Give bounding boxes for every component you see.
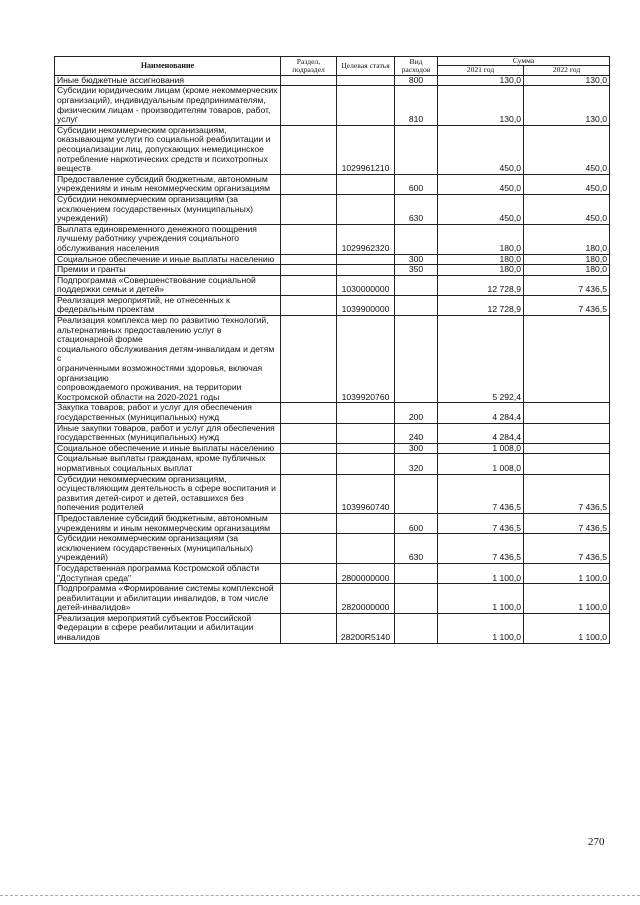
row-amount-2022: 450,0 xyxy=(524,194,610,224)
row-amount-2021: 4 284,4 xyxy=(438,403,524,423)
row-expense-type xyxy=(395,563,438,583)
row-target-code: 1039960740 xyxy=(337,474,395,513)
row-amount-2022: 130,0 xyxy=(524,75,610,86)
row-section xyxy=(281,295,337,315)
table-row xyxy=(55,295,610,315)
row-name: Закупка товаров, работ и услуг для обеспечения государственных (муниципальных) нужд xyxy=(55,403,281,423)
row-expense-type xyxy=(395,275,438,295)
row-name: Иные бюджетные ассигнования xyxy=(55,75,281,86)
row-amount-2021: 1 008,0 xyxy=(438,454,524,474)
row-section xyxy=(281,443,337,454)
row-name: Реализация мероприятий субъектов Российской Федерации в сфере реабилитации и абилитации инвалидов xyxy=(55,613,281,643)
page-number: 270 xyxy=(588,836,605,848)
row-expense-type xyxy=(395,295,438,315)
row-expense-type: 300 xyxy=(395,254,438,265)
row-amount-2022: 180,0 xyxy=(524,224,610,254)
row-section xyxy=(281,474,337,513)
row-section xyxy=(281,224,337,254)
row-target-code xyxy=(337,86,395,125)
row-name: Субсидии некоммерческим организациям (за исключением государственных (муниципальных) учреждений) xyxy=(55,194,281,224)
row-amount-2021: 12 728,9 xyxy=(438,275,524,295)
row-target-code: 1039920760 xyxy=(337,316,395,403)
header-section: Раздел, подраздел xyxy=(281,57,337,76)
row-amount-2022: 130,0 xyxy=(524,86,610,125)
footer-divider xyxy=(0,895,640,896)
row-target-code xyxy=(337,513,395,533)
row-expense-type: 320 xyxy=(395,454,438,474)
row-amount-2021: 450,0 xyxy=(438,194,524,224)
row-target-code: 1029962320 xyxy=(337,224,395,254)
row-name: Предоставление субсидий бюджетным, автономным учреждениям и иным некоммерческим организациям xyxy=(55,174,281,194)
header-sum: Сумма xyxy=(438,57,610,66)
row-amount-2021: 180,0 xyxy=(438,265,524,276)
row-amount-2022: 1 100,0 xyxy=(524,613,610,643)
row-expense-type: 200 xyxy=(395,403,438,423)
header-year-2022: 2022 год xyxy=(524,66,610,75)
row-name: Субсидии юридическим лицам (кроме некоммерческих организаций), индивидуальным предпринимателям, физическим лицам - производителям товаров, работ, услуг xyxy=(55,86,281,125)
table-row xyxy=(55,474,610,513)
table-row xyxy=(55,194,610,224)
row-amount-2022: 1 100,0 xyxy=(524,563,610,583)
table-row xyxy=(55,423,610,443)
row-section xyxy=(281,174,337,194)
row-section xyxy=(281,613,337,643)
row-name: Иные закупки товаров, работ и услуг для обеспечения государственных (муниципальных) нужд xyxy=(55,423,281,443)
row-expense-type: 630 xyxy=(395,534,438,564)
row-amount-2021: 7 436,5 xyxy=(438,534,524,564)
row-target-code xyxy=(337,534,395,564)
row-name: Субсидии некоммерческим организациям (за исключением государственных (муниципальных) учреждений) xyxy=(55,534,281,564)
table-row xyxy=(55,174,610,194)
row-amount-2021: 4 284,4 xyxy=(438,423,524,443)
row-amount-2021: 180,0 xyxy=(438,224,524,254)
table-row xyxy=(55,275,610,295)
row-name: Подпрограмма «Формирование системы комплексной реабилитации и абилитации инвалидов, в том числе детей-инвалидов» xyxy=(55,584,281,614)
row-amount-2021: 450,0 xyxy=(438,174,524,194)
row-target-code xyxy=(337,265,395,276)
row-amount-2022 xyxy=(524,443,610,454)
row-name: Выплата единовременного денежного поощрения лучшему работнику учреждения социального обслуживания населения xyxy=(55,224,281,254)
row-amount-2022: 1 100,0 xyxy=(524,584,610,614)
row-expense-type xyxy=(395,474,438,513)
row-target-code xyxy=(337,174,395,194)
row-target-code xyxy=(337,194,395,224)
row-amount-2022: 450,0 xyxy=(524,125,610,174)
row-target-code xyxy=(337,423,395,443)
table-row xyxy=(55,563,610,583)
row-amount-2022 xyxy=(524,403,610,423)
row-section xyxy=(281,563,337,583)
row-section xyxy=(281,194,337,224)
row-expense-type: 300 xyxy=(395,443,438,454)
row-expense-type: 800 xyxy=(395,75,438,86)
row-amount-2021: 7 436,5 xyxy=(438,513,524,533)
row-amount-2021: 1 100,0 xyxy=(438,584,524,614)
header-type: Вид расходов xyxy=(395,57,438,76)
row-section xyxy=(281,125,337,174)
row-name: Подпрограмма «Совершенствование социальной поддержки семьи и детей» xyxy=(55,275,281,295)
table-row xyxy=(55,125,610,174)
table-row xyxy=(55,224,610,254)
row-section xyxy=(281,275,337,295)
table-row xyxy=(55,454,610,474)
budget-table xyxy=(54,56,610,644)
row-amount-2021: 180,0 xyxy=(438,254,524,265)
row-expense-type xyxy=(395,584,438,614)
row-section xyxy=(281,584,337,614)
header-year-2021: 2021 год xyxy=(438,66,524,75)
table-row xyxy=(55,86,610,125)
row-section xyxy=(281,423,337,443)
header-target: Целевая статья xyxy=(337,57,395,76)
row-target-code xyxy=(337,75,395,86)
table-row xyxy=(55,403,610,423)
row-section xyxy=(281,75,337,86)
row-amount-2022: 7 436,5 xyxy=(524,275,610,295)
row-amount-2021: 5 292,4 xyxy=(438,316,524,403)
row-name: Государственная программа Костромской области "Доступная среда" xyxy=(55,563,281,583)
row-expense-type: 240 xyxy=(395,423,438,443)
row-amount-2021: 130,0 xyxy=(438,86,524,125)
row-amount-2021: 450,0 xyxy=(438,125,524,174)
row-name: Предоставление субсидий бюджетным, автономным учреждениям и иным некоммерческим организациям xyxy=(55,513,281,533)
row-amount-2021: 130,0 xyxy=(438,75,524,86)
row-target-code xyxy=(337,443,395,454)
row-section xyxy=(281,534,337,564)
row-amount-2021: 1 100,0 xyxy=(438,563,524,583)
table-row xyxy=(55,534,610,564)
row-section xyxy=(281,254,337,265)
row-amount-2022: 180,0 xyxy=(524,254,610,265)
row-amount-2022: 450,0 xyxy=(524,174,610,194)
row-amount-2022: 7 436,5 xyxy=(524,513,610,533)
row-target-code xyxy=(337,254,395,265)
row-amount-2022 xyxy=(524,454,610,474)
row-target-code: 28200R5140 xyxy=(337,613,395,643)
row-section xyxy=(281,513,337,533)
row-target-code: 2820000000 xyxy=(337,584,395,614)
row-amount-2022: 7 436,5 xyxy=(524,534,610,564)
table-row xyxy=(55,254,610,265)
table-row xyxy=(55,75,610,86)
row-name: Реализация комплекса мер по развитию технологий, альтернативных предоставлению услуг в стационарной форме социального обслуживания детям-инвалидам и детям с ограниченными возможностями здоровья, включая организацию сопровождаемого проживания, на территории Костромской области на 2020-2021 годы xyxy=(55,316,281,403)
table-row xyxy=(55,443,610,454)
table-row xyxy=(55,584,610,614)
row-target-code: 2800000000 xyxy=(337,563,395,583)
row-amount-2022: 7 436,5 xyxy=(524,295,610,315)
table-row xyxy=(55,265,610,276)
row-target-code xyxy=(337,403,395,423)
table-row xyxy=(55,316,610,403)
table-row xyxy=(55,513,610,533)
row-name: Социальное обеспечение и иные выплаты населению xyxy=(55,254,281,265)
row-name: Субсидии некоммерческим организациям, осуществляющим деятельность в сфере воспитания и развития детей-сирот и детей, оставшихся без попечения родителей xyxy=(55,474,281,513)
row-expense-type xyxy=(395,125,438,174)
row-name: Субсидии некоммерческим организациям, оказывающим услуги по социальной реабилитации и ресоциализации лиц, допускающих немедицинское потребление наркотических средств и психотропных веществ xyxy=(55,125,281,174)
row-expense-type: 810 xyxy=(395,86,438,125)
row-amount-2022: 180,0 xyxy=(524,265,610,276)
row-target-code: 1039900000 xyxy=(337,295,395,315)
row-expense-type xyxy=(395,224,438,254)
row-target-code: 1030000000 xyxy=(337,275,395,295)
row-amount-2022 xyxy=(524,423,610,443)
row-amount-2022: 7 436,5 xyxy=(524,474,610,513)
row-section xyxy=(281,403,337,423)
row-expense-type: 630 xyxy=(395,194,438,224)
row-section xyxy=(281,265,337,276)
row-amount-2022 xyxy=(524,316,610,403)
header-name: Наименование xyxy=(55,57,281,76)
row-amount-2021: 12 728,9 xyxy=(438,295,524,315)
row-name: Реализация мероприятий, не отнесенных к федеральным проектам xyxy=(55,295,281,315)
row-amount-2021: 1 008,0 xyxy=(438,443,524,454)
row-target-code xyxy=(337,454,395,474)
row-target-code: 1029961210 xyxy=(337,125,395,174)
row-expense-type: 350 xyxy=(395,265,438,276)
row-expense-type xyxy=(395,316,438,403)
row-expense-type: 600 xyxy=(395,174,438,194)
table-row xyxy=(55,613,610,643)
row-name: Социальное обеспечение и иные выплаты населению xyxy=(55,443,281,454)
row-name: Премии и гранты xyxy=(55,265,281,276)
row-section xyxy=(281,86,337,125)
row-expense-type: 600 xyxy=(395,513,438,533)
table-body xyxy=(55,75,610,643)
row-expense-type xyxy=(395,613,438,643)
row-amount-2021: 1 100,0 xyxy=(438,613,524,643)
row-section xyxy=(281,316,337,403)
row-section xyxy=(281,454,337,474)
row-name: Социальные выплаты гражданам, кроме публичных нормативных социальных выплат xyxy=(55,454,281,474)
row-amount-2021: 7 436,5 xyxy=(438,474,524,513)
